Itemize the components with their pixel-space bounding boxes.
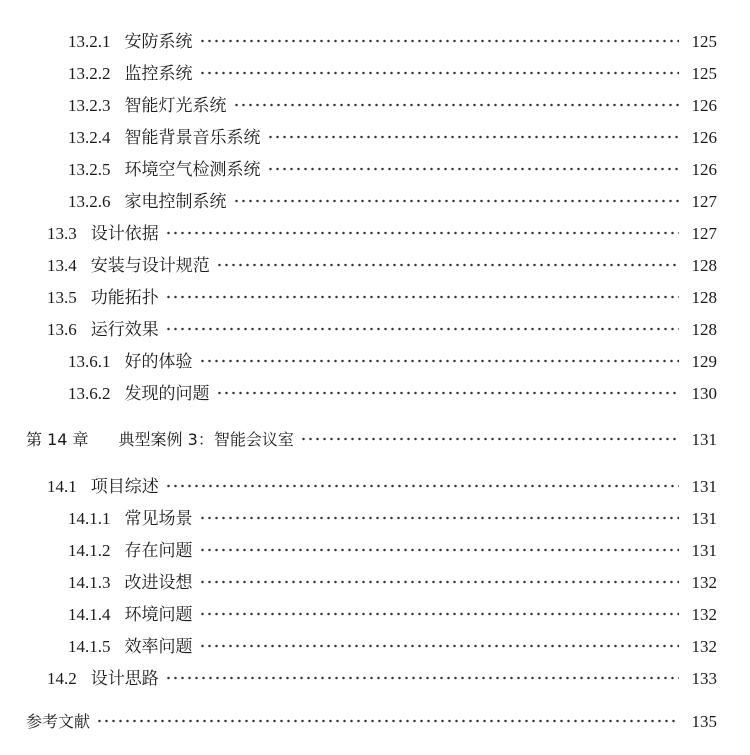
entry-page: 131 xyxy=(691,477,717,496)
toc-entry-13-4[interactable] xyxy=(0,255,717,277)
toc-entry-13-5[interactable] xyxy=(0,287,717,309)
entry-number: 13.4 xyxy=(47,256,77,275)
entry-number: 14.1.5 xyxy=(68,637,111,656)
dot-leader xyxy=(199,358,680,364)
toc-entry-13-2-1[interactable] xyxy=(0,31,717,53)
toc-entry-13-2-3[interactable] xyxy=(0,95,717,117)
toc-entry-14-1-5[interactable] xyxy=(0,636,717,658)
dot-leader xyxy=(165,675,679,681)
dot-leader xyxy=(165,230,679,236)
entry-title: 安防系统 xyxy=(124,32,193,52)
entry-page: 132 xyxy=(691,605,717,624)
dot-leader xyxy=(300,436,679,442)
dot-leader xyxy=(199,643,680,649)
chapter-title: 典型案例 3：智能会议室 xyxy=(118,430,294,449)
entry-title: 智能灯光系统 xyxy=(124,96,227,116)
entry-page: 127 xyxy=(691,224,717,243)
entry-page: 129 xyxy=(691,352,717,371)
entry-page: 131 xyxy=(691,430,717,449)
entry-title: 监控系统 xyxy=(124,64,193,84)
entry-page: 132 xyxy=(691,637,717,656)
entry-title: 设计依据 xyxy=(90,224,159,244)
dot-leader xyxy=(216,262,679,268)
entry-number: 13.2.5 xyxy=(68,160,111,179)
entry-title: 运行效果 xyxy=(90,320,159,340)
entry-page: 128 xyxy=(691,256,717,275)
entry-title: 项目综述 xyxy=(90,477,159,497)
entry-number: 13.6 xyxy=(47,320,77,339)
dot-leader xyxy=(96,718,679,724)
entry-number: 14.1.4 xyxy=(68,605,111,624)
entry-number: 13.6.1 xyxy=(68,352,111,371)
toc-entry-13-6[interactable] xyxy=(0,319,717,341)
dot-leader xyxy=(267,166,680,172)
toc-entry-14-2[interactable] xyxy=(0,668,717,690)
entry-title: 智能背景音乐系统 xyxy=(124,128,261,148)
entry-title: 好的体验 xyxy=(124,352,193,372)
entry-title: 环境问题 xyxy=(124,605,193,625)
toc-entry-references[interactable] xyxy=(0,711,717,733)
toc-entry-14-1-4[interactable] xyxy=(0,604,717,626)
entry-number: 14.1.1 xyxy=(68,509,111,528)
dot-leader xyxy=(199,38,680,44)
entry-title: 安装与设计规范 xyxy=(90,256,210,276)
entry-title: 存在问题 xyxy=(124,541,193,561)
entry-page: 133 xyxy=(691,669,717,688)
dot-leader xyxy=(165,326,679,332)
dot-leader xyxy=(199,579,680,585)
entry-number: 13.2.6 xyxy=(68,192,111,211)
entry-number: 14.2 xyxy=(47,669,77,688)
entry-title: 环境空气检测系统 xyxy=(124,160,261,180)
entry-page: 125 xyxy=(691,32,717,51)
entry-number: 14.1.3 xyxy=(68,573,111,592)
toc-entry-13-2-4[interactable] xyxy=(0,127,717,149)
toc-entry-14-1-1[interactable] xyxy=(0,508,717,530)
entry-page: 131 xyxy=(691,541,717,560)
toc-entry-chapter-14[interactable] xyxy=(0,429,717,451)
entry-page: 128 xyxy=(691,320,717,339)
toc-entry-13-6-1[interactable] xyxy=(0,351,717,373)
toc-entry-13-2-2[interactable] xyxy=(0,63,717,85)
entry-number: 13.6.2 xyxy=(68,384,111,403)
entry-number: 13.3 xyxy=(47,224,77,243)
entry-page: 135 xyxy=(691,712,717,731)
entry-number: 14.1 xyxy=(47,477,77,496)
dot-leader xyxy=(199,547,680,553)
dot-leader xyxy=(199,70,680,76)
entry-page: 132 xyxy=(691,573,717,592)
entry-title: 发现的问题 xyxy=(124,384,210,404)
entry-number: 13.5 xyxy=(47,288,77,307)
toc-entry-13-2-5[interactable] xyxy=(0,159,717,181)
dot-leader xyxy=(267,134,680,140)
toc-entry-14-1[interactable] xyxy=(0,476,717,498)
entry-number: 13.2.1 xyxy=(68,32,111,51)
entry-title: 改进设想 xyxy=(124,573,193,593)
entry-number: 13.2.4 xyxy=(68,128,111,147)
entry-page: 127 xyxy=(691,192,717,211)
toc-entry-14-1-2[interactable] xyxy=(0,540,717,562)
dot-leader xyxy=(165,294,679,300)
dot-leader xyxy=(199,515,680,521)
dot-leader xyxy=(199,611,680,617)
toc-entry-13-3[interactable] xyxy=(0,223,717,245)
entry-page: 126 xyxy=(691,160,717,179)
references-title: 参考文献 xyxy=(26,712,91,731)
entry-page: 125 xyxy=(691,64,717,83)
entry-page: 126 xyxy=(691,96,717,115)
dot-leader xyxy=(165,483,679,489)
entry-number: 14.1.2 xyxy=(68,541,111,560)
entry-title: 设计思路 xyxy=(90,669,159,689)
dot-leader xyxy=(233,198,680,204)
entry-page: 128 xyxy=(691,288,717,307)
toc-entry-13-2-6[interactable] xyxy=(0,191,717,213)
entry-title: 功能拓扑 xyxy=(90,288,159,308)
entry-page: 130 xyxy=(691,384,717,403)
entry-number: 13.2.2 xyxy=(68,64,111,83)
entry-page: 126 xyxy=(691,128,717,147)
entry-title: 效率问题 xyxy=(124,637,193,657)
toc-entry-13-6-2[interactable] xyxy=(0,383,717,405)
toc-entry-14-1-3[interactable] xyxy=(0,572,717,594)
dot-leader xyxy=(233,102,680,108)
entry-page: 131 xyxy=(691,509,717,528)
dot-leader xyxy=(216,390,680,396)
chapter-number: 第 14 章 xyxy=(26,430,89,449)
entry-number: 13.2.3 xyxy=(68,96,111,115)
entry-title: 常见场景 xyxy=(124,509,193,529)
entry-title: 家电控制系统 xyxy=(124,192,227,212)
